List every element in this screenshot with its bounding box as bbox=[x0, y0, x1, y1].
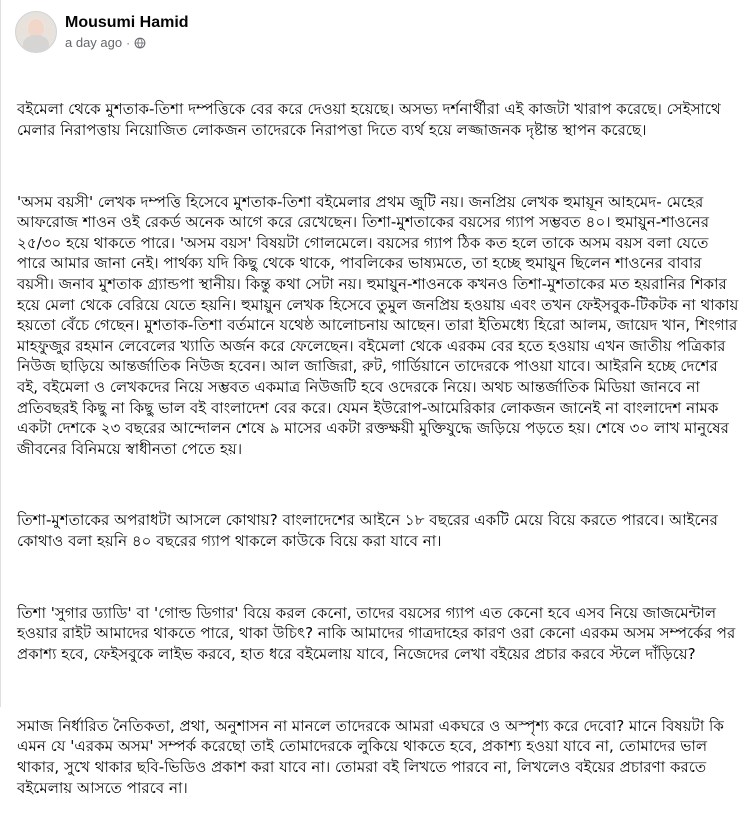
post-paragraph-4: তিশা 'সুগার ড্যাডি' বা 'গোল্ড ডিগার' বিয়ে করল কেনো, তাদের বয়সের গ্যাপ এত কেনো হবে এসব নিয়ে জাজমেন্টাল হওয়ার রাইট আমাদের থাকতে পারে, থাকা উচিৎ? নাকি আমাদের গাত্রদাহের কারণ ওরা কেনো এরকম অসম সম্পর্কের পর প্রকাশ্য হবে, ফেইসবুকে লাইভ করবে, হাত ধরে বইমেলায় যাবে, নিজেদের লেখা বইয়ের প্রচার করবে স্টলে দাঁড়িয়ে? bbox=[17, 603, 741, 664]
author-avatar[interactable] bbox=[15, 11, 57, 53]
post-header bbox=[15, 8, 189, 56]
globe-icon[interactable] bbox=[134, 37, 146, 49]
post-paragraph-2: 'অসম বয়সী' লেখক দম্পত্তি হিসেবে মুশতাক-তিশা বইমেলার প্রথম জুটি নয়। জনপ্রিয় লেখক হুমায়ূন আহমেদ- মেহের আফরোজ শাওন ওই রেকর্ড অনেক আগে করে রেখেছেন। তিশা-মুশতাকের বয়সের গ্যাপ সম্ভবত ৪০। হুমায়ুন-শাওনের ২৫/৩০ হয়ে থাকতে পারে। 'অসম বয়স' বিষয়টা গোলমেলে। বয়সের গ্যাপ ঠিক কত হলে তাকে অসম বয়স বলা যেতে পারে আমার জানা নেই। পার্থক্য যদি কিছু থেকে থাকে, পাবলিকের ভাষ্যমতে, তা হচ্ছে হুমায়ুন ছিলেন শাওনের বাবার বয়সী। জনাব মুশতাক গ্র্যান্ডপা স্থানীয়। কিন্তু কথা সেটা নয়। হুমায়ুন-শাওনকে কখনও তিশা-মুশতাকের মত হয়রানির শিকার হয়ে মেলা থেকে বেরিয়ে যেতে হয়নি। হুমায়ুন লেখক হিসেবে তুমুল জনপ্রিয় হওয়ায় এবং তখন ফেইসবুক-টিকটক না থাকায় হয়তো বেঁচে গেছেন। মুশতাক-তিশা বর্তমানে যথেষ্ঠ আলোচনায় আছেন। তারা ইতিমধ্যে হিরো আলম, জায়েদ খান, শিংগার মাহফুজুর রহমান লেবেলের খ্যাতি অর্জন করে ফেলেছেন। বইমেলা থেকে এরকম বের হতে হওয়ায় এখন জাতীয় পত্রিকার নিউজ ছাড়িয়ে আন্তর্জাতিক নিউজ হবেন। আল জাজিরা, রুট, গার্ডিয়ানে তাদেরকে পাওয়া যাবে। আইরনি হচ্ছে দেশের বই, বইমেলা ও লেখকদের নিয়ে সম্ভবত একমাত্র নিউজটি হবে ওদেরকে নিয়ে। অথচ আন্তর্জাতিক মিডিয়া জানবে না প্রতিবছরই কিছু না কিছু ভাল বই বাংলাদেশ বের করে। যেমন ইউরোপ-আমেরিকার লোকজন জানেই না বাংলাদেশ নামক একটা দেশকে ২৩ বছরের আন্দোলন শেষে ৯ মাসের একটা রক্তক্ষয়ী মুক্তিযুদ্ধে জড়িয়ে পড়তে হয়। শেষে ৩০ লাখ মানুষের জীবনের বিনিময়ে স্বাধীনতা পেতে হয়। bbox=[17, 192, 744, 458]
post-paragraph-1: বইমেলা থেকে মুশতাক-তিশা দম্পত্তিকে বের করে দেওয়া হয়েছে। অসভ্য দর্শনার্থীরা এই কাজটা খারাপ করেছে। সেইসাথে মেলার নিরাপত্তায় নিয়োজিত লোকজন তাদেরকে নিরাপত্তা দিতে ব্যর্থ হয়ে লজ্জাজনক দৃষ্টান্ত স্থাপন করেছে। bbox=[17, 100, 726, 139]
post-body bbox=[17, 58, 744, 839]
post-subline bbox=[65, 36, 189, 50]
post-time[interactable]: a day ago bbox=[65, 34, 123, 50]
post-paragraph-3: তিশা-মুশতাকের অপরাধটা আসলে কোথায়? বাংলাদেশের আইনে ১৮ বছরের একটি মেয়ে বিয়ে করতে পারবে। আইনের কোথাও বলা হয়নি ৪০ বছরের গ্যাপ থাকলে কাউকে বিয়ে করা যাবে না। bbox=[17, 511, 723, 551]
author-name[interactable]: Mousumi Hamid bbox=[65, 14, 189, 32]
post-meta bbox=[65, 14, 189, 50]
meta-separator: · bbox=[126, 35, 131, 50]
post-paragraph-5: সমাজ নির্ধারিত নৈতিকতা, প্রথা, অনুশাসন না মানলে তাদেরকে আমরা একঘরে ও অস্পৃশ্য করে দেবো? মানে বিষয়টা কি এমন যে 'এরকম অসম' সম্পর্ক করেছো তাই তোমাদেরকে লুকিয়ে থাকতে হবে, প্রকাশ্য হওয়া যাবে না, তোমাদের ভাল থাকার, সুখে থাকার ছবি-ভিডিও প্রকাশ করা যাবে না। তোমরা বই লিখতে পারবে না, লিখলেও বইয়ের প্রচারণা করতে বইমেলায় আসতে পারবে না। bbox=[17, 716, 729, 797]
